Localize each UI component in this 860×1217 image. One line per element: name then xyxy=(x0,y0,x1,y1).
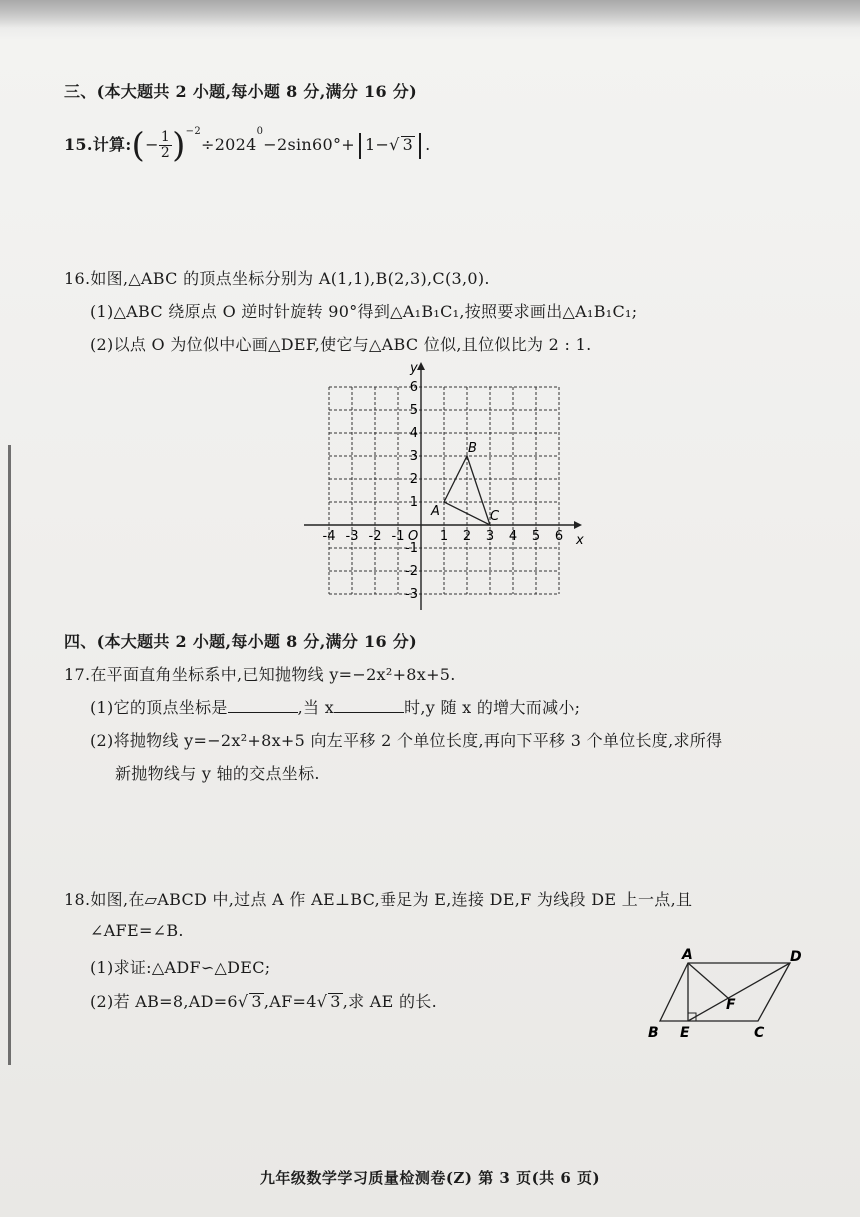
segment-af xyxy=(688,963,728,998)
q15-frac-den: 2 xyxy=(160,145,171,161)
q18-stem-a: 18.如图,在▱ABCD 中,过点 A 作 AE⊥BC,垂足为 E,连接 DE,F 为线段 DE 上一点,且 xyxy=(64,890,693,909)
parallelogram-abcd xyxy=(660,963,790,1021)
x-tick: 4 xyxy=(508,529,518,544)
x-tick: -3 xyxy=(345,529,359,544)
x-tick: -2 xyxy=(368,529,382,544)
x-tick: -1 xyxy=(391,529,405,544)
q15-abs-inner: 1− xyxy=(364,135,390,154)
section4-title: 四、(本大题共 2 小题,每小题 8 分,满分 16 分) xyxy=(64,632,417,651)
q15-exponent: −2 xyxy=(185,126,201,137)
q18-part2: (2)若 AB=8,AD=6√ 3 ,AF=4√ 3 ,求 AE 的长. xyxy=(90,992,437,1011)
scan-edge-line xyxy=(8,445,11,1065)
page-footer: 九年级数学学习质量检测卷(Z) 第 3 页(共 6 页) xyxy=(259,1169,601,1187)
q18-sqrt3-b: 3 xyxy=(330,992,341,1011)
x-tick: -4 xyxy=(322,529,336,544)
q18-parallelogram-figure xyxy=(640,945,810,1045)
q17-stem-text: 17.在平面直角坐标系中,已知抛物线 y=−2x²+8x+5. xyxy=(64,665,456,684)
q16-coordinate-grid xyxy=(300,360,590,618)
q17-stem xyxy=(64,662,456,685)
y-tick: 1 xyxy=(409,495,418,510)
fig-label-d: D xyxy=(790,949,802,965)
q15-end: . xyxy=(425,135,431,154)
q15-sqrt3: 3 xyxy=(402,135,414,154)
q15-frac-num: 1 xyxy=(160,129,171,145)
q17-part1-c: 时,y 随 x 的增大而减小; xyxy=(404,698,581,717)
origin-label: O xyxy=(408,529,419,544)
fig-label-f: F xyxy=(726,997,736,1013)
fig-label-b: B xyxy=(648,1025,659,1041)
q16-part2: (2)以点 O 为位似中心画△DEF,使它与△ABC 位似,且位似比为 2 : 1. xyxy=(90,335,592,354)
q15-fraction xyxy=(159,130,172,161)
scan-shadow xyxy=(0,0,860,28)
y-tick: 6 xyxy=(409,380,418,395)
x-tick: 2 xyxy=(462,529,472,544)
q15-minus: − xyxy=(145,135,159,154)
q17-blank-vertex[interactable] xyxy=(228,698,298,713)
q18-part1: (1)求证:△ADF∽△DEC; xyxy=(90,958,271,977)
y-tick: -2 xyxy=(405,564,418,579)
q18-stem-b: ∠AFE=∠B. xyxy=(90,921,184,940)
x-tick: 5 xyxy=(531,529,541,544)
q18-sqrt3-a: 3 xyxy=(251,992,262,1011)
q17-blank-range[interactable] xyxy=(334,698,404,713)
q17-part2-b: 新抛物线与 y 轴的交点坐标. xyxy=(115,764,320,783)
fig-label-c: C xyxy=(754,1025,765,1041)
q17-part1 xyxy=(90,695,580,718)
q18-part2-b: ,AF=4 xyxy=(263,992,317,1011)
q17-part1-b: ,当 x xyxy=(297,698,335,717)
q15-rest: −2sin60°+ xyxy=(263,135,355,154)
q17-part1-a: (1)它的顶点坐标是 xyxy=(90,698,228,717)
y-tick: 2 xyxy=(409,472,418,487)
y-tick: -3 xyxy=(405,587,418,602)
q15-mid: ÷2024 xyxy=(200,135,257,154)
point-a-label: A xyxy=(431,504,440,519)
fig-label-e: E xyxy=(680,1025,690,1041)
q18-part2-a: (2)若 AB=8,AD=6 xyxy=(90,992,238,1011)
y-axis-label: y xyxy=(410,361,418,376)
q15-zero-exp: 0 xyxy=(256,126,264,137)
grid-lines xyxy=(329,387,559,594)
q15-expression: 15.计算:(− $\frac{1}{2}$ )$^{-2}\div 2024^0-2\sin 60^\circ+ 1-√$ 3 . xyxy=(64,125,431,166)
x-axis-arrow-icon xyxy=(574,521,582,529)
q18-part2-c: ,求 AE 的长. xyxy=(342,992,437,1011)
y-tick: -1 xyxy=(405,541,418,556)
y-axis-arrow-icon xyxy=(417,362,425,370)
x-tick: 1 xyxy=(439,529,449,544)
fig-label-a: A xyxy=(682,947,693,963)
x-tick: 3 xyxy=(485,529,495,544)
x-axis-label: x xyxy=(576,533,584,548)
section3-title: 三、(本大题共 2 小题,每小题 8 分,满分 16 分) xyxy=(64,82,417,101)
point-b-label: B xyxy=(468,441,477,456)
x-tick: 6 xyxy=(554,529,564,544)
q17-part2-a: (2)将抛物线 y=−2x²+8x+5 向左平移 2 个单位长度,再向下平移 3 个单位长度,求所得 xyxy=(90,731,723,750)
q16-stem-text: 16.如图,△ABC 的顶点坐标分别为 A(1,1),B(2,3),C(3,0). xyxy=(64,269,490,288)
q16-stem xyxy=(64,266,490,289)
y-tick: 3 xyxy=(409,449,418,464)
q16-part1: (1)△ABC 绕原点 O 逆时针旋转 90°得到△A₁B₁C₁,按照要求画出△A₁B₁C₁; xyxy=(90,302,638,321)
point-c-label: C xyxy=(490,509,500,524)
y-tick: 4 xyxy=(409,426,418,441)
q15-prefix: 15.计算: xyxy=(64,135,132,154)
y-tick: 5 xyxy=(409,403,418,418)
